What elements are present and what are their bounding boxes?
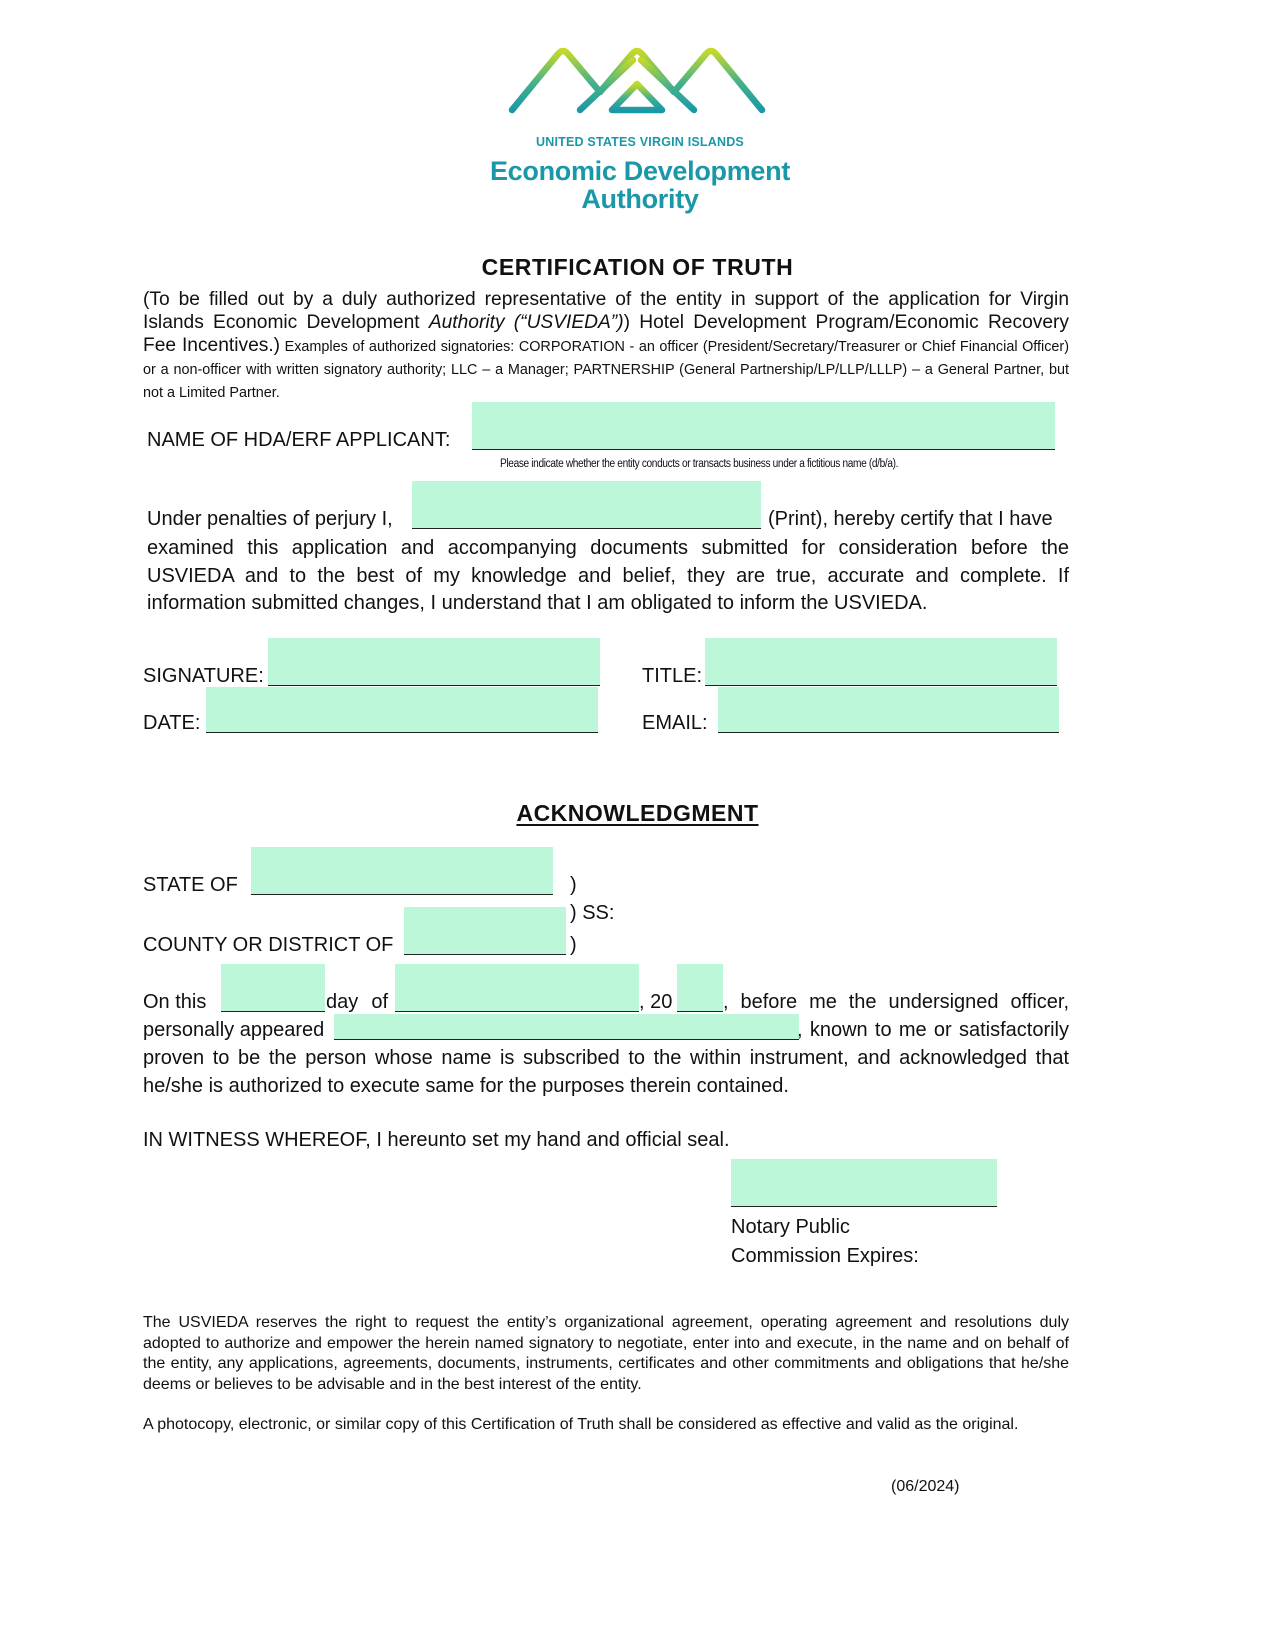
intro-paragraph bbox=[143, 288, 1069, 403]
ss-label: ) SS: bbox=[570, 902, 615, 924]
day-underline bbox=[221, 1011, 325, 1012]
day-field[interactable] bbox=[221, 964, 325, 1012]
notary-label: Notary Public bbox=[731, 1216, 850, 1238]
signature-field[interactable] bbox=[268, 638, 600, 686]
email-underline bbox=[718, 732, 1059, 733]
intro-part2: ) Hotel Development Program/Economic Recovery Fee Incentives.) bbox=[143, 312, 1069, 356]
county-underline bbox=[404, 954, 566, 955]
applicant-name-field[interactable] bbox=[472, 402, 1055, 450]
perjury-prefix: Under penalties of perjury I, bbox=[147, 508, 393, 530]
month-underline bbox=[395, 1011, 639, 1012]
witness-text: IN WITNESS WHEREOF, I hereunto set my hand and official seal. bbox=[143, 1129, 730, 1151]
acknowledgment-body: proven to be the person whose name is subscribed to the within instrument, and acknowledged that he/she is authorized to execute same for the purposes therein contained. bbox=[143, 1047, 1069, 1097]
logo-line2: Economic Development bbox=[489, 156, 791, 186]
signature-label: SIGNATURE: bbox=[143, 665, 264, 687]
intro-part1: (To be filled out by a duly authorized representative of the entity in support of the application for Virgin Islands Economic Development bbox=[143, 289, 1069, 333]
date-underline bbox=[206, 732, 598, 733]
year-underline bbox=[677, 1011, 723, 1012]
title-field[interactable] bbox=[705, 638, 1057, 686]
county-field[interactable] bbox=[404, 907, 566, 955]
intro-small: Examples of authorized signatories: CORPORATION - an officer (President/Secretary/Treasurer or Chief Financial Officer) or a non-officer with written signatory authority; LLC – a Manager; PARTNERSHIP (General Partnership/LP/LLP/LLLP) – a General Partner, but not a Limited Partner. bbox=[143, 339, 1069, 401]
notary-underline bbox=[731, 1206, 997, 1207]
state-paren: ) bbox=[570, 874, 577, 896]
perjury-suffix: (Print), hereby certify that I have bbox=[768, 508, 1053, 530]
date-field[interactable] bbox=[206, 687, 598, 733]
footer-paragraph-2: A photocopy, electronic, or similar copy of this Certification of Truth shall be considered as effective and valid as the original. bbox=[143, 1416, 1019, 1433]
version-label: (06/2024) bbox=[891, 1478, 960, 1495]
logo bbox=[430, 40, 850, 230]
title-label: TITLE: bbox=[642, 665, 703, 687]
county-paren: ) bbox=[570, 934, 577, 956]
perjury-body: examined this application and accompanying documents submitted for consideration before the USVIEDA and to the best of my knowledge and belief, they are true, accurate and complete. If information submitted changes, I understand that I am obligated to inform the USVIEDA. bbox=[147, 537, 1069, 614]
signature-underline bbox=[268, 685, 600, 686]
year-field[interactable] bbox=[677, 964, 723, 1012]
print-name-underline bbox=[412, 528, 761, 529]
known-label: , known to me or satisfactorily bbox=[797, 1019, 1069, 1041]
logo-line1: UNITED STATES VIRGIN ISLANDS bbox=[536, 135, 744, 149]
page-title: CERTIFICATION OF TRUTH bbox=[481, 254, 794, 280]
month-field[interactable] bbox=[395, 964, 639, 1012]
state-field[interactable] bbox=[251, 847, 553, 895]
state-label: STATE OF bbox=[143, 874, 238, 896]
footer-paragraph-1: The USVIEDA reserves the right to request the entity’s organizational agreement, operating agreement and resolutions duly adopted to authorize and empower the herein named signatory to negotiate, enter into and execute, in the name and on behalf of the entity, any applications, agreements, documents, instruments, certificates and other commitments and obligations that he/she deems or believes to be advisable and in the best interest of the entity. bbox=[143, 1314, 1069, 1393]
year-prefix-label: , 20 bbox=[639, 991, 673, 1013]
date-label: DATE: bbox=[143, 712, 201, 734]
day-of-label: day of bbox=[326, 991, 388, 1013]
applicant-note: Please indicate whether the entity conducts or transacts business under a fictitious name (d/b/a). bbox=[500, 458, 899, 470]
email-label: EMAIL: bbox=[642, 712, 708, 734]
notary-signature-field[interactable] bbox=[731, 1159, 997, 1207]
title-underline bbox=[705, 685, 1057, 686]
before-label: , before me the undersigned officer, bbox=[723, 991, 1069, 1013]
applicant-underline bbox=[472, 449, 1055, 450]
email-field[interactable] bbox=[718, 687, 1059, 733]
commission-label: Commission Expires: bbox=[731, 1245, 919, 1267]
print-name-field[interactable] bbox=[412, 481, 761, 529]
intro-italic: Authority (“USVIEDA”) bbox=[428, 312, 624, 333]
state-underline bbox=[251, 894, 553, 895]
logo-line3: Authority bbox=[581, 184, 699, 214]
county-label: COUNTY OR DISTRICT OF bbox=[143, 934, 394, 956]
appeared-underline bbox=[334, 1039, 799, 1040]
acknowledgment-heading: ACKNOWLEDGMENT bbox=[516, 800, 759, 826]
appeared-name-field[interactable] bbox=[334, 1014, 799, 1040]
mountains-logo-icon bbox=[430, 40, 850, 120]
applicant-label: NAME OF HDA/ERF APPLICANT: bbox=[147, 429, 451, 451]
on-this-label: On this bbox=[143, 991, 207, 1013]
personally-label: personally appeared bbox=[143, 1019, 325, 1041]
